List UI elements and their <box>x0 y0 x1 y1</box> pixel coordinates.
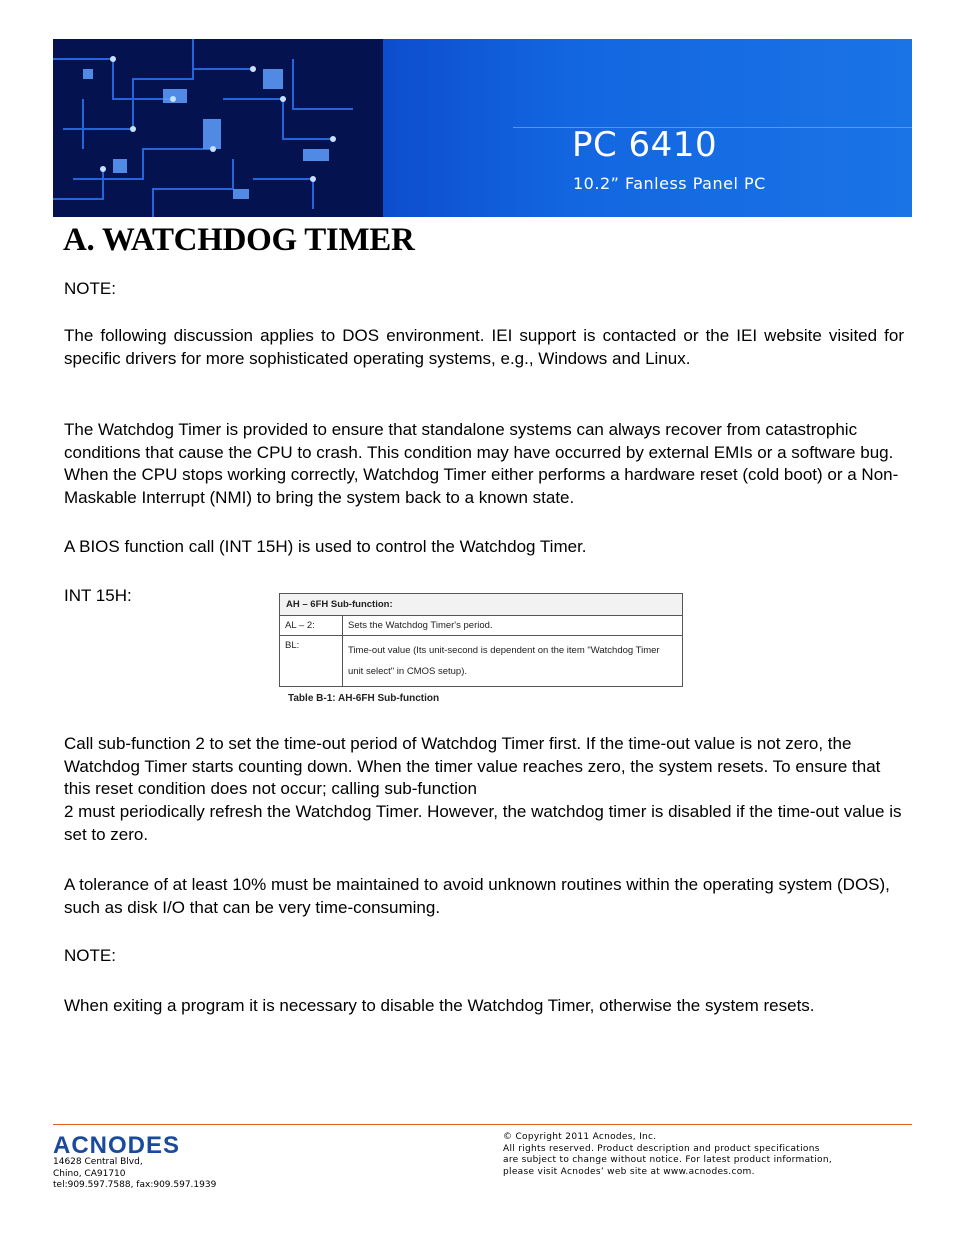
address-line: 14628 Central Blvd, <box>53 1157 143 1167</box>
table-cell-value: Time-out value (Its unit-second is dependent on the item "Watchdog Timer unit select" in CMOS setup). <box>343 636 683 687</box>
footer-copyright <box>503 1132 883 1178</box>
table-row <box>280 636 683 687</box>
note-label: NOTE: <box>64 279 116 298</box>
section-title: A. WATCHDOG TIMER <box>63 222 415 258</box>
table-caption: Table B-1: AH-6FH Sub-function <box>288 693 440 704</box>
table-header: AH – 6FH Sub-function: <box>280 594 683 616</box>
note-label-2: NOTE: <box>64 946 116 965</box>
copyright-line: All rights reserved. Product description and product specifications <box>503 1143 820 1154</box>
int15h-label: INT 15H: <box>64 586 132 605</box>
copyright-line: are subject to change without notice. For latest product information, <box>503 1155 832 1165</box>
paragraph-subfunction-2: Call sub-function 2 to set the time-out period of Watchdog Timer first. If the time-out value is not zero, the Watchdog Timer starts counting down. When the timer value reaches zero, the system resets. To ensure that this reset condition does not occur; calling sub-function <box>64 734 881 798</box>
paragraph-refresh: 2 must periodically refresh the Watchdog Timer. However, the watchdog timer is disabled if the time-out value is set to zero. <box>64 802 902 844</box>
footer-rule <box>53 1124 912 1125</box>
table-row <box>280 616 683 636</box>
copyright-line: © Copyright 2011 Acnodes, Inc. <box>503 1132 657 1142</box>
paragraph-dos-note: The following discussion applies to DOS environment. IEI support is contacted or the IEI website visited for specific drivers for more sophisticated operating systems, e.g., Windows and Linux. <box>64 326 904 368</box>
paragraph-watchdog-intro: The Watchdog Timer is provided to ensure that standalone systems can always recover from catastrophic conditions that cause the CPU to crash. This condition may have occurred by external EMIs or a software bug. When the CPU stops working correctly, Watchdog Timer either performs a hardware reset (cold boot) or a Non-Maskable Interrupt (NMI) to bring the system back to a known state. <box>64 420 899 507</box>
product-subtitle: 10.2” Fanless Panel PC <box>573 174 766 193</box>
circuit-board-image <box>53 39 383 217</box>
table-cell-key: BL: <box>280 636 343 687</box>
subfunction-table <box>279 593 683 704</box>
logo-text: ACNODES <box>53 1132 181 1156</box>
header-banner <box>53 39 912 217</box>
copyright-line: please visit Acnodes’ web site at www.acnodes.com. <box>503 1166 755 1177</box>
table-cell-key: AL – 2: <box>280 616 343 636</box>
acnodes-logo <box>53 1132 211 1156</box>
paragraph-bios-call: A BIOS function call (INT 15H) is used to control the Watchdog Timer. <box>64 537 587 556</box>
address-line: Chino, CA91710 <box>53 1168 126 1179</box>
paragraph-exit-note: When exiting a program it is necessary to disable the Watchdog Timer, otherwise the system resets. <box>64 996 815 1015</box>
product-model: PC 6410 <box>572 125 718 165</box>
footer-address <box>53 1157 216 1192</box>
paragraph-tolerance: A tolerance of at least 10% must be maintained to avoid unknown routines within the operating system (DOS), such as disk I/O that can be very time-consuming. <box>64 875 890 917</box>
table-cell-value: Sets the Watchdog Timer's period. <box>343 616 683 636</box>
contact-line: tel:909.597.7588, fax:909.597.1939 <box>53 1180 217 1190</box>
